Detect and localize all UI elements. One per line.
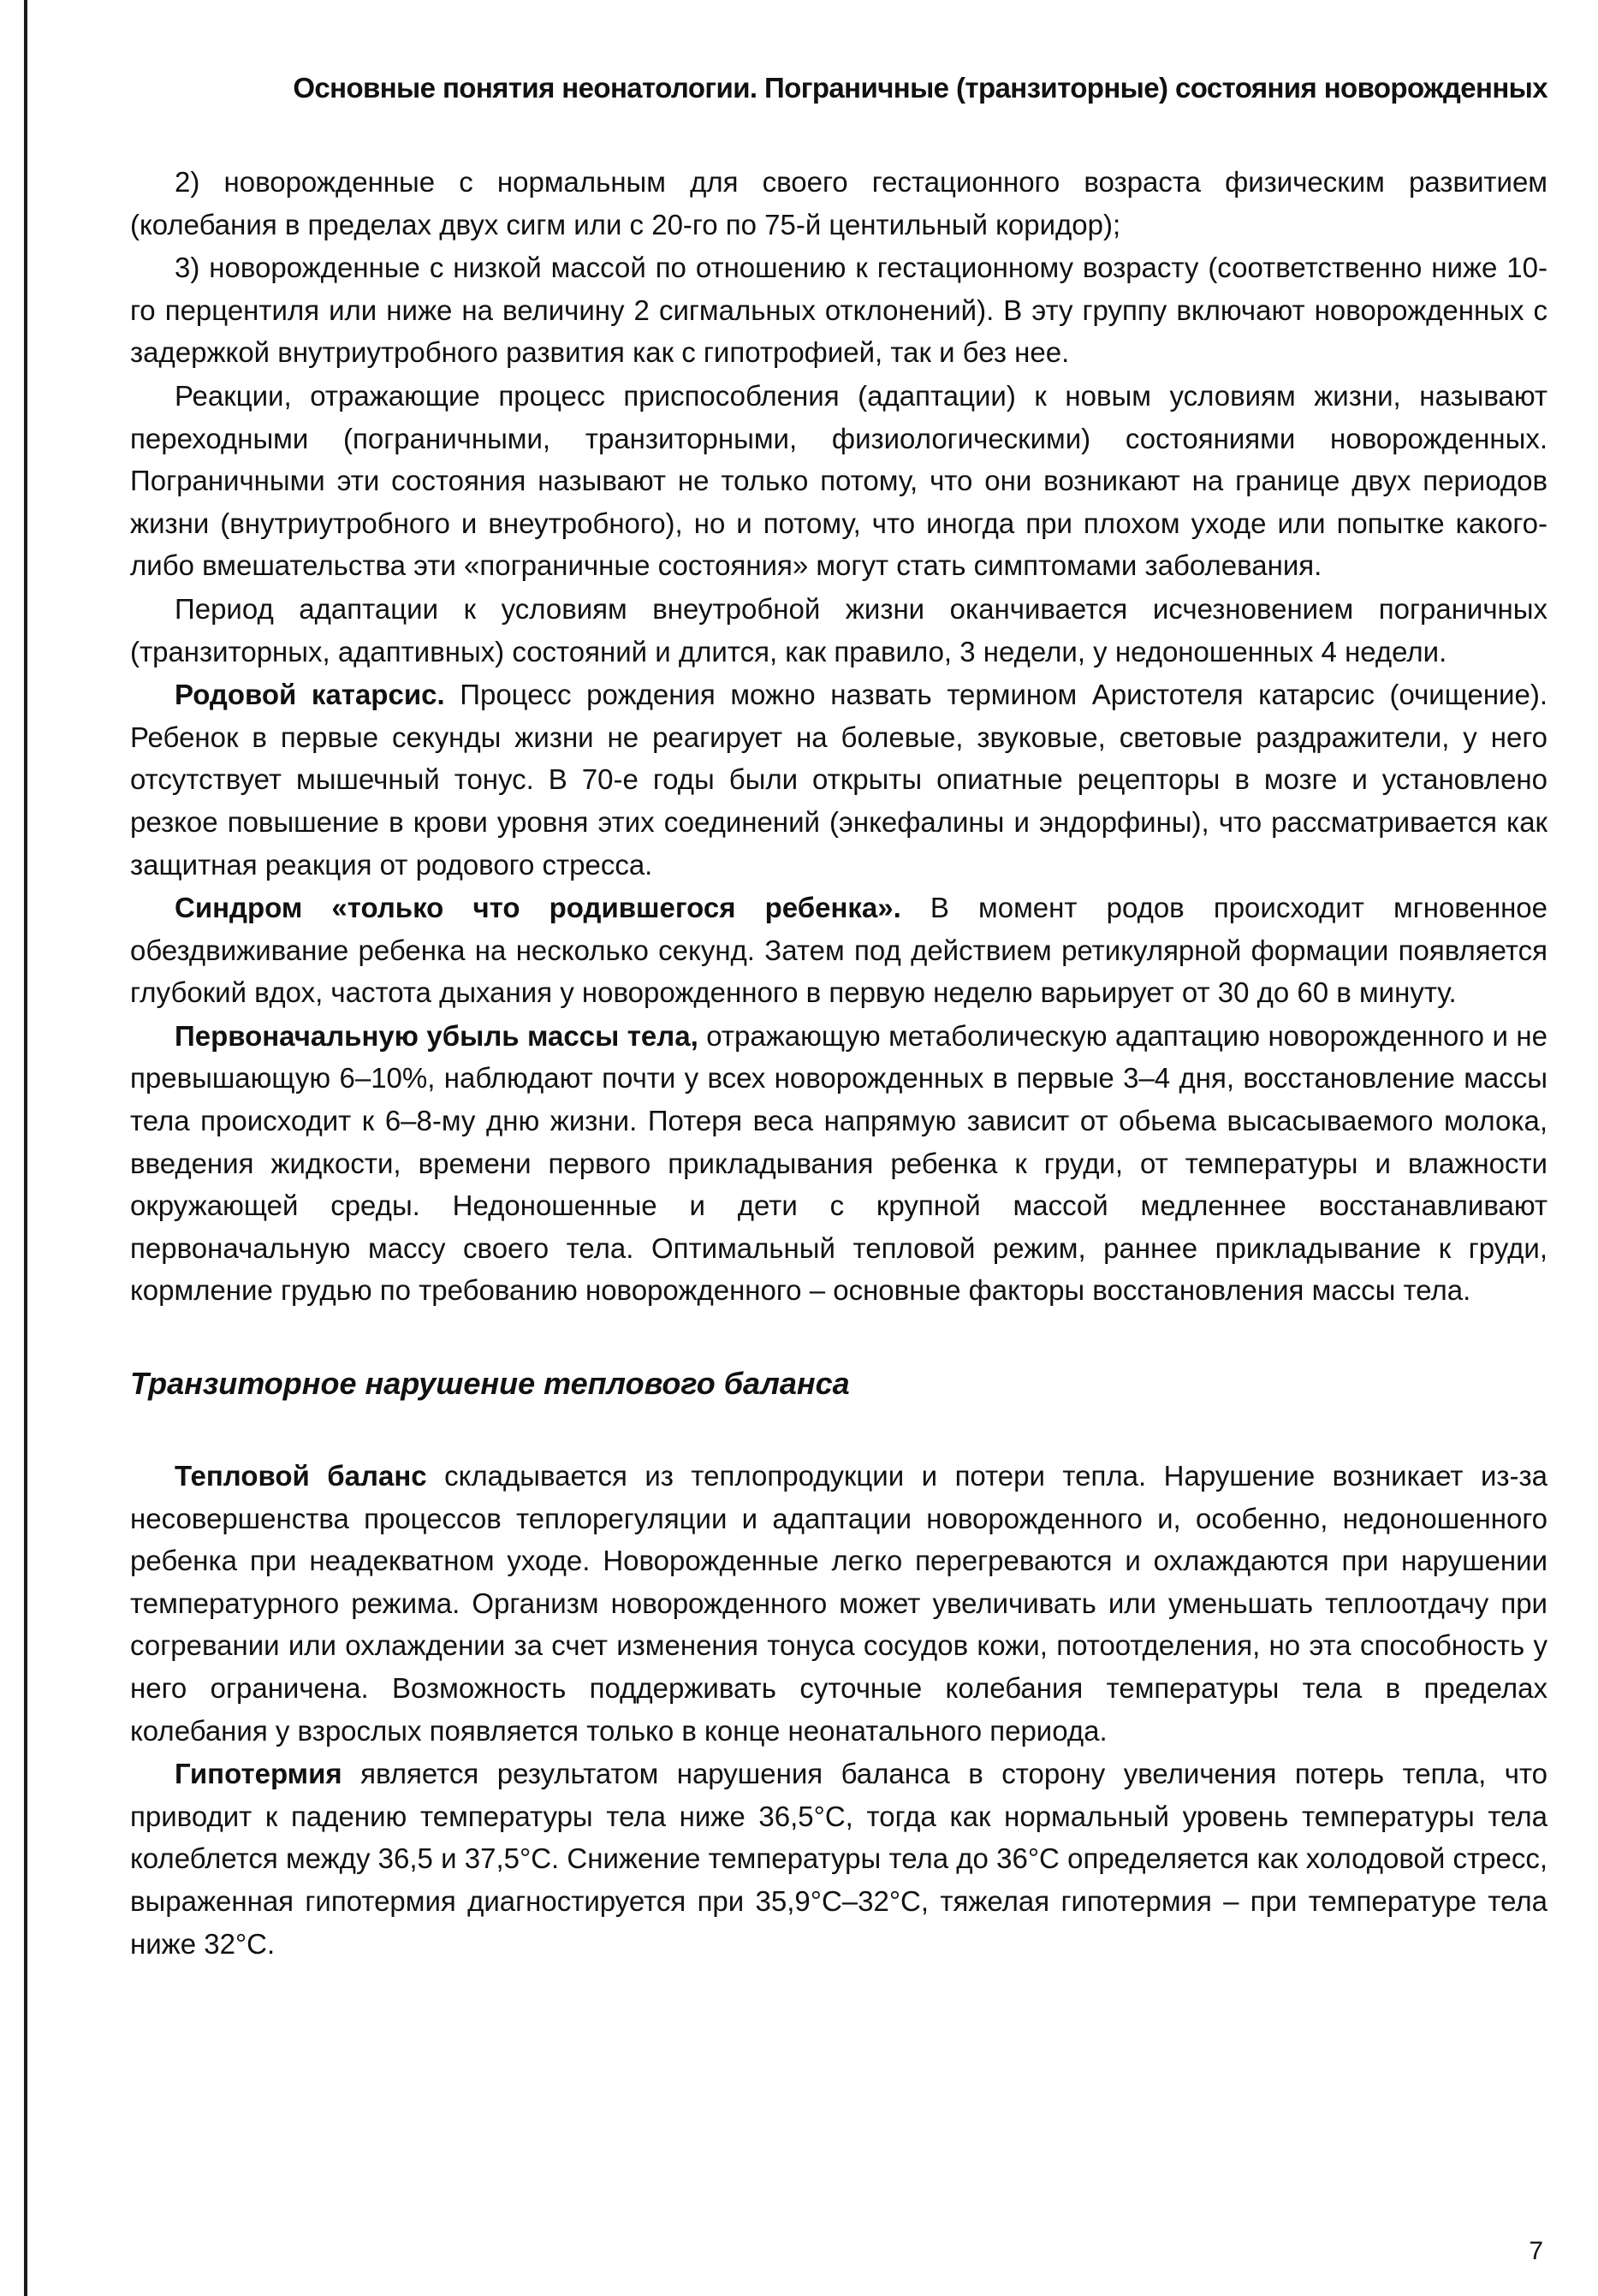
paragraph-newborn-syndrome [130,887,1548,1015]
paragraph-text: складывается из теплопродукции и потери тепла. Нарушение возникает из-за несовершенства процессов теплорегуляции и адаптации новорожденного и, особенно, недоношенного ребенка при неадекватном уходе. Новорожденные легко перегреваются и охлаждаются при нарушении температурного режима. Организм новорожденного может увеличивать или уменьшать теплоотдачу при согревании или охлаждении за счет изменения тонуса сосудов кожи, потоотделения, но эта способность у него ограничена. Возможность поддерживать суточные колебания температуры тела в пределах колебания у взрослых появляется только в конце неонатального периода. [130,1460,1548,1747]
term-bold: Родовой катарсис. [175,679,445,711]
paragraph-text: В момент родов происходит мгновенное обездвиживание ребенка на несколько секунд. Затем под действием ретикулярной формации появляется глубокий вдох, частота дыхания у новорожденного в первую неделю варьирует от 30 до 60 в минуту. [130,892,1548,1009]
paragraph-hypothermia [130,1753,1548,1966]
paragraph-weight-loss [130,1015,1548,1313]
running-header: Основные понятия неонатологии. Пограничные (транзиторные) состояния новорожденных [293,72,1548,104]
paragraph [130,246,1548,375]
paragraph-birth-catharsis [130,673,1548,887]
term-bold: Тепловой баланс [175,1460,427,1492]
paragraph-text: Период адаптации к условиям внеутробной жизни оканчивается исчезновением пограничных (транзиторных, адаптивных) состояний и длится, как правило, 3 недели, у недоношенных 4 недели. [130,592,1548,667]
paragraph-text: Реакции, отражающие процесс приспособления (адаптации) к новым условиям жизни, называют переходными (пограничными, транзиторными, физиологическими) состояниями новорожденных. Пограничными эти состояния называют не только потому, что они возникают на границе двух периодов жизни (внутриутробного и внеутробного), но и потому, что иногда при плохом уходе или попытке какого-либо вмешательства эти «пограничные состояния» могут стать симптомами заболевания. [130,379,1548,582]
paragraph-text: Процесс рождения можно назвать термином Аристотеля катарсис (очищение). Ребенок в первые секунды жизни не реагирует на болевые, звуковые, световые раздражители, у него отсутствует мышечный тонус. В 70-е годы были открыты опиатные рецепторы в мозге и установлено резкое повышение в крови уровня этих соединений (энкефалины и эндорфины), что рассматривается как защитная реакция от родового стресса. [130,679,1548,881]
paragraph-heat-balance [130,1455,1548,1753]
term-bold: Гипотермия [175,1758,342,1790]
paragraph-text: 2) новорожденные с нормальным для своего гестационного возраста физическим развитием (колебания в пределах двух сигм или с 20-го по 75-й центильный коридор); [130,166,1548,240]
paragraph [130,375,1548,588]
paragraph-text: является результатом нарушения баланса в сторону увеличения потерь тепла, что приводит к падению температуры тела ниже 36,5°С, тогда как нормальный уровень температуры тела колеблется между 36,5 и 37,5°С. Снижение температуры тела до 36°С определяется как холодовой стресс, выраженная гипотермия диагностируется при 35,9°С–32°С, тяжелая гипотермия – при температуре тела ниже 32°С. [130,1758,1548,1960]
term-bold: Первоначальную убыль массы тела, [175,1019,698,1052]
page-number: 7 [1529,2237,1543,2265]
section-heading: Транзиторное нарушение теплового баланса [130,1366,850,1402]
paragraph [130,588,1548,673]
term-bold: Синдром «только что родившегося ребенка». [175,892,901,924]
page-binding-edge [24,0,27,2296]
document-page [130,63,1548,1966]
paragraph-text: 3) новорожденные с низкой массой по отношению к гестационному возрасту (соответственно ниже 10-го перцентиля или ниже на величину 2 сигмальных отклонений). В эту группу включают новорожденных с задержкой внутриутробного развития как с гипотрофией, так и без нее. [130,252,1548,369]
paragraph [130,161,1548,246]
paragraph-text: отражающую метаболическую адаптацию новорожденного и не превышающую 6–10%, наблюдают почти у всех новорожденных в первые 3–4 дня, восстановление массы тела происходит к 6–8-му дню жизни. Потеря веса напрямую зависит от обьема высасываемого молока, введения жидкости, времени первого прикладывания ребенка к груди, от температуры и влажности окружающей среды. Недоношенные и дети с крупной массой медленнее восстанавливают первоначальную массу своего тела. Оптимальный тепловой режим, раннее прикладывание к груди, кормление грудью по требованию новорожденного – основные факторы восстановления массы тела. [130,1019,1548,1307]
